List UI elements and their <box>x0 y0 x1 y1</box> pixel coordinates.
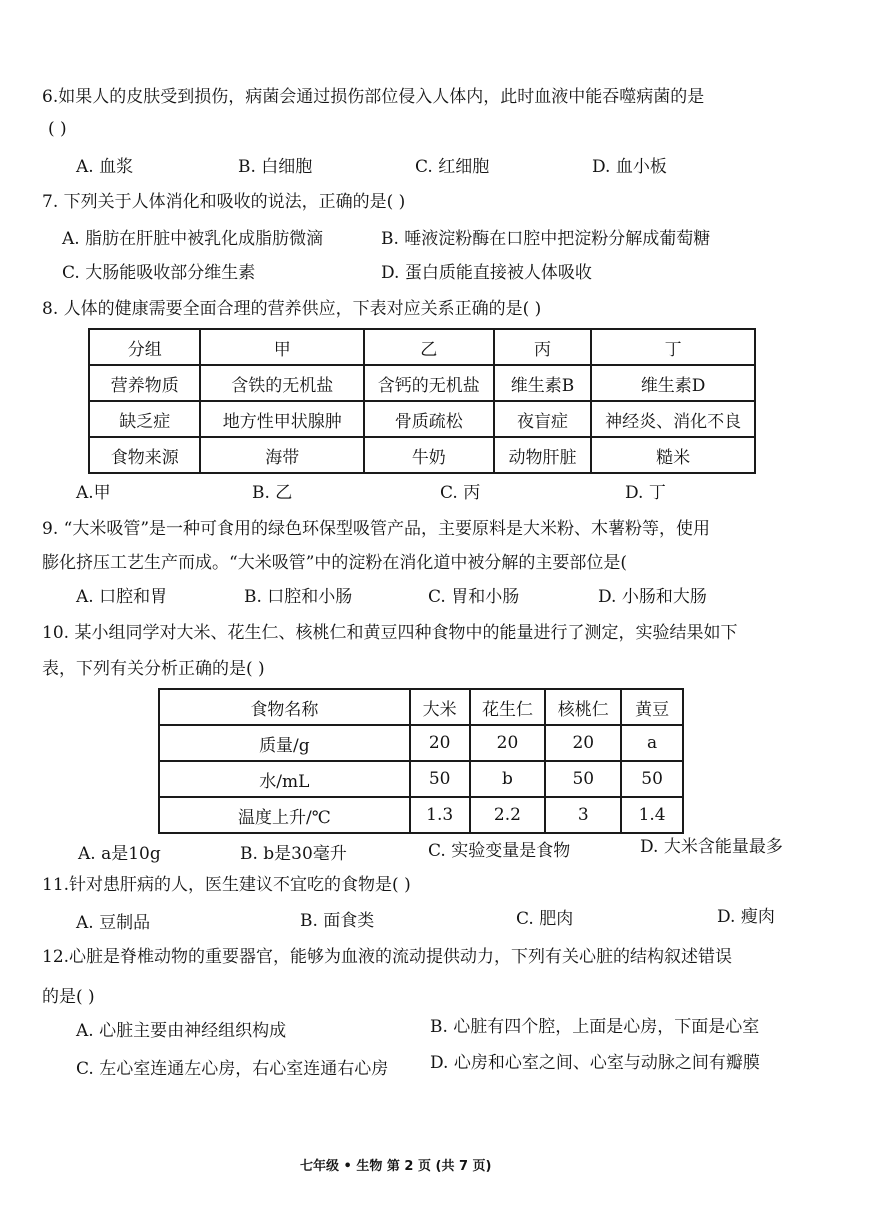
q8-option-d: D. 丁 <box>625 483 666 503</box>
q7-option-b: B. 唾液淀粉酶在口腔中把淀粉分解成葡萄糖 <box>381 229 711 249</box>
table-row <box>89 329 755 365</box>
table-cell: 核桃仁 <box>545 689 621 725</box>
table-row <box>159 725 683 761</box>
table-cell: 动物肝脏 <box>494 437 592 473</box>
q6-option-c: C. 红细胞 <box>415 157 490 177</box>
q8-option-a: A.甲 <box>76 483 111 503</box>
q9-option-d: D. 小肠和大肠 <box>598 587 707 607</box>
table-cell: 水/mL <box>159 761 410 797</box>
table-cell: 糙米 <box>591 437 755 473</box>
table-cell: 维生素B <box>494 365 592 401</box>
table-cell: 大米 <box>410 689 470 725</box>
table-cell: 花生仁 <box>470 689 546 725</box>
q7-stem: 7. 下列关于人体消化和吸收的说法，正确的是( ) <box>42 192 406 212</box>
table-cell: 50 <box>621 761 683 797</box>
table-row <box>159 689 683 725</box>
q6-option-b: B. 白细胞 <box>238 157 313 177</box>
q11-option-d: D. 瘦肉 <box>717 907 775 927</box>
q12-option-d: D. 心房和心室之间、心室与动脉之间有瓣膜 <box>430 1053 760 1073</box>
q9-stem-line1: 9. “大米吸管”是一种可食用的绿色环保型吸管产品，主要原料是大米粉、木薯粉等，使用 <box>42 519 711 539</box>
q6-stem: 6.如果人的皮肤受到损伤，病菌会通过损伤部位侵入人体内，此时血液中能吞噬病菌的是 <box>42 87 705 107</box>
q8-option-b: B. 乙 <box>252 483 293 503</box>
q9-option-b: B. 口腔和小肠 <box>244 587 353 607</box>
q6-answer-blank: ( ) <box>48 119 67 139</box>
q6-option-a: A. 血浆 <box>76 157 134 177</box>
q10-option-a: A. a是10g <box>78 844 161 864</box>
q7-option-a: A. 脂肪在肝脏中被乳化成脂肪微滴 <box>62 229 324 249</box>
q6-option-d: D. 血小板 <box>592 157 667 177</box>
q10-stem-line1: 10. 某小组同学对大米、花生仁、核桃仁和黄豆四种食物中的能量进行了测定，实验结果如下 <box>42 623 738 643</box>
table-cell: 20 <box>545 725 621 761</box>
q10-option-d: D. 大米含能量最多 <box>640 837 783 857</box>
table-cell: 含铁的无机盐 <box>200 365 363 401</box>
table-cell: 甲 <box>200 329 363 365</box>
table-row <box>89 437 755 473</box>
table-cell: 黄豆 <box>621 689 683 725</box>
table-cell: 20 <box>470 725 546 761</box>
nutrition-table <box>88 328 756 474</box>
energy-table <box>158 688 684 834</box>
table-cell: 骨质疏松 <box>364 401 494 437</box>
q9-option-c: C. 胃和小肠 <box>428 587 520 607</box>
table-row <box>89 401 755 437</box>
q12-stem-line2: 的是( ) <box>42 987 95 1007</box>
table-cell: 丙 <box>494 329 592 365</box>
table-cell: 2.2 <box>470 797 546 833</box>
table-cell: 丁 <box>591 329 755 365</box>
table-cell: b <box>470 761 546 797</box>
q7-option-d: D. 蛋白质能直接被人体吸收 <box>381 263 592 283</box>
q11-stem: 11.针对患肝病的人，医生建议不宜吃的食物是( ) <box>42 875 411 895</box>
q11-option-c: C. 肥肉 <box>516 909 574 929</box>
table-cell: 食物来源 <box>89 437 200 473</box>
q10-stem-line2: 表，下列有关分析正确的是( ) <box>42 659 265 679</box>
table-cell: 缺乏症 <box>89 401 200 437</box>
q7-option-c: C. 大肠能吸收部分维生素 <box>62 263 256 283</box>
table-cell: 海带 <box>200 437 363 473</box>
table-cell: 牛奶 <box>364 437 494 473</box>
q9-stem-line2: 膨化挤压工艺生产而成。“大米吸管”中的淀粉在消化道中被分解的主要部位是( <box>42 553 628 573</box>
table-cell: 50 <box>410 761 470 797</box>
q10-option-b: B. b是30毫升 <box>240 844 347 864</box>
table-cell: 分组 <box>89 329 200 365</box>
table-cell: 维生素D <box>591 365 755 401</box>
table-cell: 地方性甲状腺肿 <box>200 401 363 437</box>
table-cell: 营养物质 <box>89 365 200 401</box>
table-cell: 夜盲症 <box>494 401 592 437</box>
table-cell: 3 <box>545 797 621 833</box>
q12-option-b: B. 心脏有四个腔，上面是心房，下面是心室 <box>430 1017 760 1037</box>
q8-stem: 8. 人体的健康需要全面合理的营养供应，下表对应关系正确的是( ) <box>42 299 542 319</box>
q8-option-c: C. 丙 <box>440 483 481 503</box>
table-row <box>159 797 683 833</box>
page-footer: 七年级 • 生物 第 2 页 (共 7 页) <box>300 1159 492 1174</box>
q12-option-a: A. 心脏主要由神经组织构成 <box>76 1021 287 1041</box>
table-cell: 50 <box>545 761 621 797</box>
table-row <box>89 365 755 401</box>
table-cell: 神经炎、消化不良 <box>591 401 755 437</box>
table-cell: 质量/g <box>159 725 410 761</box>
q9-option-a: A. 口腔和胃 <box>76 587 168 607</box>
table-cell: 含钙的无机盐 <box>364 365 494 401</box>
table-cell: 温度上升/℃ <box>159 797 410 833</box>
q12-option-c: C. 左心室连通左心房，右心室连通右心房 <box>76 1059 389 1079</box>
table-cell: 1.4 <box>621 797 683 833</box>
q12-stem-line1: 12.心脏是脊椎动物的重要器官，能够为血液的流动提供动力，下列有关心脏的结构叙述错误 <box>42 947 733 967</box>
q11-option-a: A. 豆制品 <box>76 913 151 933</box>
q11-option-b: B. 面食类 <box>300 911 375 931</box>
table-cell: 乙 <box>364 329 494 365</box>
table-cell: 食物名称 <box>159 689 410 725</box>
table-cell: 20 <box>410 725 470 761</box>
table-cell: a <box>621 725 683 761</box>
table-cell: 1.3 <box>410 797 470 833</box>
q10-option-c: C. 实验变量是食物 <box>428 841 571 861</box>
table-row <box>159 761 683 797</box>
